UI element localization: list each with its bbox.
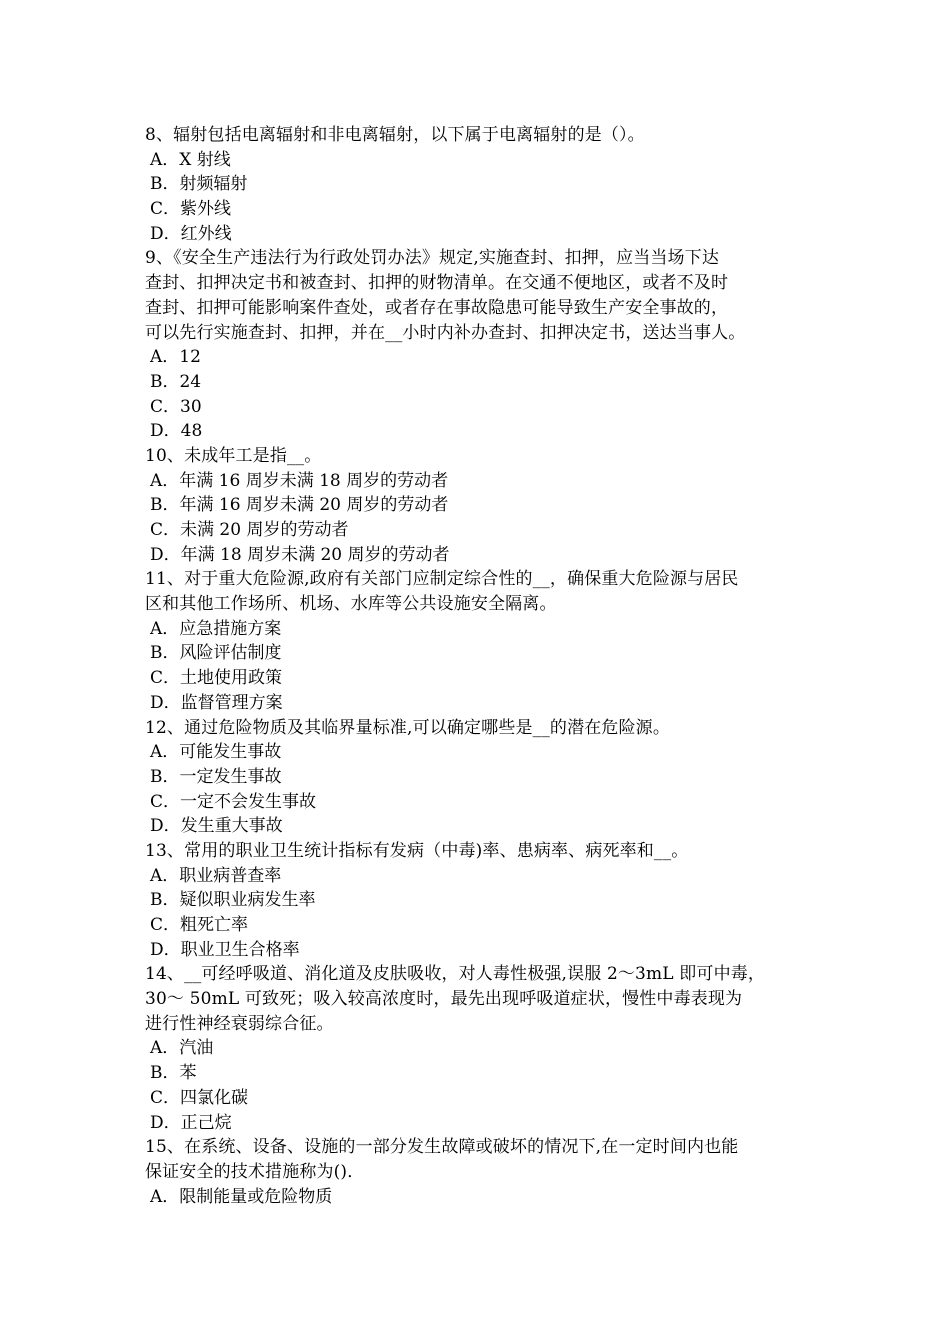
question-text: 区和其他工作场所、机场、水库等公共设施安全隔离。 (145, 594, 557, 615)
question-9 (145, 246, 825, 444)
option-c: C．土地使用政策 (150, 668, 283, 689)
question-text: 13、常用的职业卫生统计指标有发病（中毒)率、患病率、病死率和__。 (145, 840, 689, 861)
option-b: B．苯 (150, 1063, 197, 1084)
question-text: 15、在系统、设备、设施的一部分发生故障或破坏的情况下,在一定时间内也能 (145, 1137, 739, 1158)
option-d: D．监督管理方案 (150, 692, 283, 713)
question-10 (145, 444, 825, 567)
option-d: D．年满 18 周岁未满 20 周岁的劳动者 (150, 544, 450, 565)
option-a: A．限制能量或危险物质 (150, 1186, 333, 1207)
question-8 (145, 123, 825, 246)
option-d: D．48 (150, 421, 203, 442)
question-text: 8、辐射包括电离辐射和非电离辐射，以下属于电离辐射的是（）。 (145, 125, 645, 145)
option-b: B．风险评估制度 (150, 643, 282, 664)
question-12 (145, 716, 825, 839)
option-c: C．未满 20 周岁的劳动者 (150, 520, 349, 540)
question-text: 查封、扣押决定书和被查封、扣押的财物清单。在交通不便地区，或者不及时 (145, 273, 729, 294)
option-b: B．疑似职业病发生率 (150, 890, 316, 911)
option-b: B．射频辐射 (150, 174, 248, 195)
question-text: 30～ 50mL 可致死；吸入较高浓度时，最先出现呼吸道症状，慢性中毒表现为 (145, 989, 743, 1010)
question-14 (145, 962, 825, 1135)
option-d: D．发生重大事故 (150, 816, 283, 837)
question-text: 进行性神经衰弱综合征。 (145, 1013, 334, 1034)
question-text: 10、未成年工是指__。 (145, 445, 322, 466)
option-a: A．X 射线 (150, 149, 231, 170)
option-a: A．汽油 (150, 1038, 214, 1059)
question-15 (145, 1135, 825, 1209)
question-text: 11、对于重大危险源,政府有关部门应制定综合性的__，确保重大危险源与居民 (145, 569, 739, 590)
option-d: D．红外线 (150, 223, 232, 244)
question-text: 可以先行实施查封、扣押，并在__小时内补办查封、扣押决定书，送达当事人。 (145, 322, 746, 343)
question-text: 12、通过危险物质及其临界量标准,可以确定哪些是__的潜在危险源。 (145, 717, 670, 738)
option-a: A．应急措施方案 (150, 618, 282, 639)
option-a: A．12 (150, 347, 201, 368)
option-d: D．正己烷 (150, 1112, 232, 1133)
option-c: C．一定不会发生事故 (150, 791, 317, 812)
option-c: C．粗死亡率 (150, 915, 249, 935)
option-a: A．可能发生事故 (150, 742, 282, 763)
option-a: A．年满 16 周岁未满 18 周岁的劳动者 (150, 470, 449, 491)
question-text: 9、《安全生产违法行为行政处罚办法》规定,实施查封、扣押，应当当场下达 (145, 248, 719, 269)
question-text: 查封、扣押可能影响案件查处，或者存在事故隐患可能导致生产安全事故的， (145, 297, 729, 318)
option-c: C．紫外线 (150, 199, 232, 220)
option-b: B．一定发生事故 (150, 766, 282, 787)
option-b: B．24 (150, 371, 202, 392)
question-13 (145, 839, 825, 962)
option-a: A．职业病普查率 (150, 865, 282, 886)
question-text: 保证安全的技术措施称为()． (145, 1161, 365, 1182)
question-11 (145, 567, 825, 715)
question-text: 14、__可经呼吸道、消化道及皮肤吸收，对人毒性极强,误服 2～3mL 即可中毒， (145, 964, 766, 985)
option-c: C．30 (150, 396, 202, 417)
option-d: D．职业卫生合格率 (150, 939, 300, 960)
option-b: B．年满 16 周岁未满 20 周岁的劳动者 (150, 495, 449, 516)
exam-page (145, 123, 825, 1209)
option-c: C．四氯化碳 (150, 1087, 249, 1108)
